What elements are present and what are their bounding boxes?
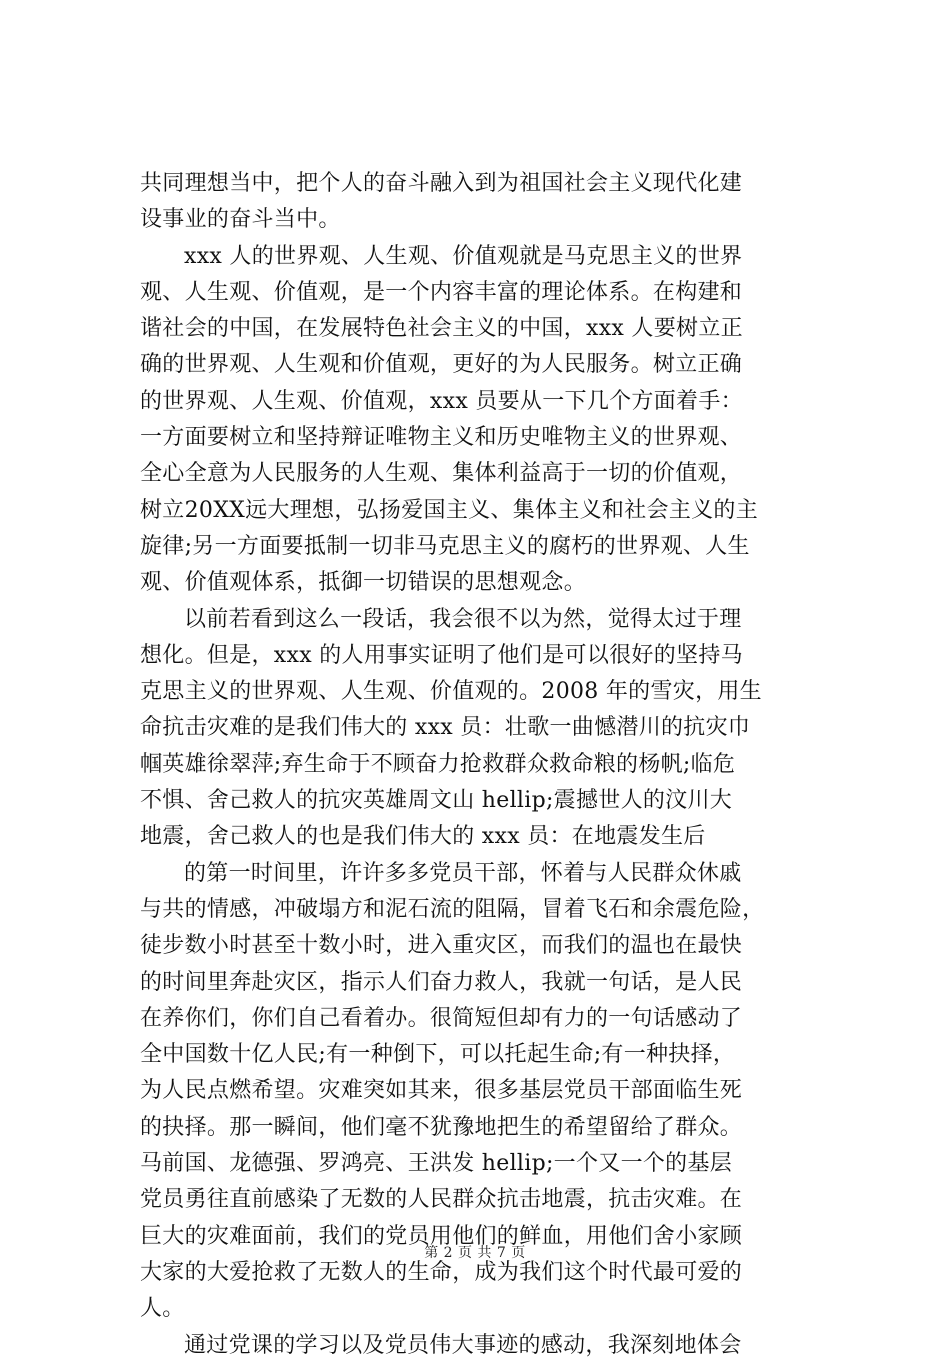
text-line: 想化。但是，xxx 的人用事实证明了他们是可以很好的坚持马 (140, 642, 743, 668)
text-line: 马前国、龙德强、罗鸿亮、王洪发 hellip;一个又一个的基层 (140, 1151, 733, 1177)
text-line: 观、人生观、价值观，是一个内容丰富的理论体系。在构建和 (140, 279, 743, 305)
text-line: 克思主义的世界观、人生观、价值观的。2008 年的雪灾，用生 (140, 679, 762, 705)
text-line: 谐社会的中国，在发展特色社会主义的中国，xxx 人要树立正 (140, 316, 743, 342)
text-line: 徒步数小时甚至十数小时，进入重灾区，而我们的温也在最快 (140, 933, 743, 959)
text-line: 共同理想当中，把个人的奋斗融入到为祖国社会主义现代化建 (140, 171, 743, 196)
text-line: 的世界观、人生观、价值观，xxx 员要从一下几个方面着手： (140, 388, 743, 414)
text-line: 树立20XX远大理想，弘扬爱国主义、集体主义和社会主义的主 (140, 497, 759, 523)
text-line: 不惧、舍己救人的抗灾英雄周文山 hellip;震撼世人的汶川大 (140, 788, 733, 814)
text-line: 以前若看到这么一段话，我会很不以为然，觉得太过于理 (184, 606, 742, 632)
text-line: 旋律;另一方面要抵制一切非马克思主义的腐朽的世界观、人生 (140, 533, 750, 559)
page-footer: 第 2 页 共 7 页 (424, 1245, 526, 1261)
text-line: 人。 (140, 1296, 185, 1322)
text-line: 巨大的灾难面前，我们的党员用他们的鲜血，用他们舍小家顾 (140, 1223, 743, 1249)
text-line: 一方面要树立和坚持辩证唯物主义和历史唯物主义的世界观、 (140, 425, 743, 451)
text-line: 帼英雄徐翠萍;弃生命于不顾奋力抢救群众救命粮的杨帆;临危 (140, 751, 736, 777)
text-line: 全心全意为人民服务的人生观、集体利益高于一切的价值观， (140, 461, 743, 487)
text-line: 的第一时间里，许许多多党员干部，怀着与人民群众休戚 (184, 860, 742, 886)
text-line: 与共的情感，冲破塌方和泥石流的阻隔，冒着飞石和余震危险， (140, 896, 765, 922)
text-line: 的抉择。那一瞬间，他们毫不犹豫地把生的希望留给了群众。 (140, 1114, 743, 1140)
text-line: 党员勇往直前感染了无数的人民群众抗击地震，抗击灾难。在 (140, 1187, 743, 1213)
text-line: 通过党课的学习以及党员伟大事迹的感动，我深刻地体会 (184, 1332, 742, 1358)
text-line: xxx 人的世界观、人生观、价值观就是马克思主义的世界 (184, 243, 743, 269)
text-line: 的时间里奔赴灾区，指示人们奋力救人，我就一句话，是人民 (140, 969, 743, 995)
text-line: 在养你们，你们自己看着办。很简短但却有力的一句话感动了 (140, 1005, 743, 1031)
text-line: 大家的大爱抢救了无数人的生命，成为我们这个时代最可爱的 (140, 1259, 743, 1285)
text-line: 观、价值观体系，抵御一切错误的思想观念。 (140, 570, 587, 596)
text-line: 确的世界观、人生观和价值观，更好的为人民服务。树立正确 (140, 352, 743, 378)
text-line: 全中国数十亿人民;有一种倒下，可以托起生命;有一种抉择， (140, 1042, 736, 1068)
text-line: 为人民点燃希望。灾难突如其来，很多基层党员干部面临生死 (140, 1078, 743, 1104)
text-line: 命抗击灾难的是我们伟大的 xxx 员：壮歌一曲憾潜川的抗灾巾 (140, 715, 751, 741)
text-line: 地震，舍己救人的也是我们伟大的 xxx 员：在地震发生后 (140, 824, 706, 850)
document-body (140, 166, 840, 1364)
text-line: 设事业的奋斗当中。 (140, 207, 341, 233)
